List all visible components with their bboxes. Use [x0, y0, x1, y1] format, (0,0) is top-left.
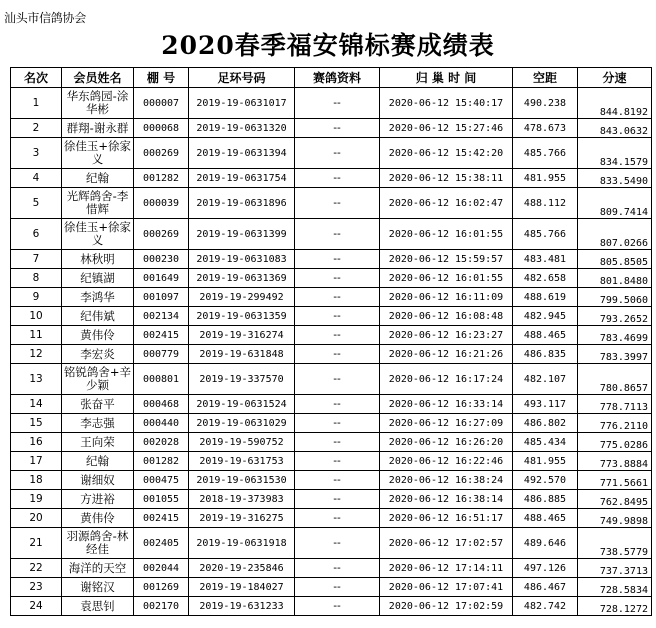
cell-speed: 809.7414 [578, 188, 652, 219]
cell-rank: 14 [11, 395, 62, 414]
cell-pigeon-info: -- [295, 364, 380, 395]
table-row [11, 433, 652, 452]
cell-member-name: 铭锐鸽舍+辛少颖 [62, 364, 134, 395]
cell-member-name: 谢细奴 [62, 471, 134, 490]
cell-speed: 771.5661 [578, 471, 652, 490]
cell-ring-no: 2019-19-0631320 [189, 119, 295, 138]
cell-ring-no: 2019-19-0631530 [189, 471, 295, 490]
cell-member-name: 光辉鸽舍-李惜辉 [62, 188, 134, 219]
table-row [11, 559, 652, 578]
cell-return-time: 2020-06-12 16:11:09 [380, 288, 513, 307]
cell-distance: 490.238 [513, 88, 578, 119]
cell-shed-no: 002134 [134, 307, 189, 326]
cell-member-name: 海洋的天空 [62, 559, 134, 578]
cell-shed-no: 002415 [134, 509, 189, 528]
cell-rank: 22 [11, 559, 62, 578]
cell-shed-no: 000440 [134, 414, 189, 433]
cell-shed-no: 000068 [134, 119, 189, 138]
cell-member-name: 李志强 [62, 414, 134, 433]
cell-pigeon-info: -- [295, 307, 380, 326]
cell-speed: 833.5490 [578, 169, 652, 188]
cell-ring-no: 2019-19-184027 [189, 578, 295, 597]
cell-pigeon-info: -- [295, 433, 380, 452]
cell-return-time: 2020-06-12 17:02:59 [380, 597, 513, 616]
cell-ring-no: 2019-19-0631369 [189, 269, 295, 288]
cell-speed: 799.5060 [578, 288, 652, 307]
cell-ring-no: 2019-19-0631896 [189, 188, 295, 219]
cell-distance: 488.465 [513, 326, 578, 345]
cell-speed: 801.8480 [578, 269, 652, 288]
header-return-time: 归 巢 时 间 [380, 68, 513, 88]
page-title: 2020春季福安锦标赛成绩表 [161, 31, 495, 60]
cell-speed: 834.1579 [578, 138, 652, 169]
cell-return-time: 2020-06-12 16:27:09 [380, 414, 513, 433]
cell-rank: 6 [11, 219, 62, 250]
header-member-name: 会员姓名 [62, 68, 134, 88]
cell-member-name: 纪翰 [62, 452, 134, 471]
table-row [11, 169, 652, 188]
cell-pigeon-info: -- [295, 119, 380, 138]
cell-return-time: 2020-06-12 15:42:20 [380, 138, 513, 169]
cell-pigeon-info: -- [295, 578, 380, 597]
cell-speed: 807.0266 [578, 219, 652, 250]
cell-member-name: 群翔-谢永群 [62, 119, 134, 138]
cell-rank: 16 [11, 433, 62, 452]
cell-ring-no: 2019-19-0631399 [189, 219, 295, 250]
cell-return-time: 2020-06-12 17:14:11 [380, 559, 513, 578]
cell-rank: 10 [11, 307, 62, 326]
cell-rank: 18 [11, 471, 62, 490]
cell-ring-no: 2019-19-316274 [189, 326, 295, 345]
cell-pigeon-info: -- [295, 169, 380, 188]
cell-return-time: 2020-06-12 15:27:46 [380, 119, 513, 138]
cell-distance: 482.107 [513, 364, 578, 395]
cell-pigeon-info: -- [295, 490, 380, 509]
cell-return-time: 2020-06-12 16:01:55 [380, 219, 513, 250]
cell-speed: 749.9898 [578, 509, 652, 528]
cell-return-time: 2020-06-12 17:07:41 [380, 578, 513, 597]
cell-shed-no: 000801 [134, 364, 189, 395]
cell-distance: 488.112 [513, 188, 578, 219]
cell-rank: 19 [11, 490, 62, 509]
table-row [11, 345, 652, 364]
cell-return-time: 2020-06-12 16:26:20 [380, 433, 513, 452]
cell-ring-no: 2019-19-0631359 [189, 307, 295, 326]
cell-return-time: 2020-06-12 16:38:24 [380, 471, 513, 490]
cell-shed-no: 000779 [134, 345, 189, 364]
cell-ring-no: 2019-19-299492 [189, 288, 295, 307]
table-row [11, 188, 652, 219]
cell-ring-no: 2019-19-0631754 [189, 169, 295, 188]
cell-shed-no: 001269 [134, 578, 189, 597]
cell-return-time: 2020-06-12 16:23:27 [380, 326, 513, 345]
cell-return-time: 2020-06-12 16:38:14 [380, 490, 513, 509]
table-row [11, 578, 652, 597]
cell-distance: 489.646 [513, 528, 578, 559]
cell-return-time: 2020-06-12 16:51:17 [380, 509, 513, 528]
cell-distance: 485.766 [513, 219, 578, 250]
cell-member-name: 李鸿华 [62, 288, 134, 307]
cell-member-name: 林秋明 [62, 250, 134, 269]
cell-pigeon-info: -- [295, 138, 380, 169]
cell-ring-no: 2019-19-631753 [189, 452, 295, 471]
cell-shed-no: 000475 [134, 471, 189, 490]
cell-distance: 493.117 [513, 395, 578, 414]
table-row [11, 138, 652, 169]
cell-return-time: 2020-06-12 16:01:55 [380, 269, 513, 288]
cell-shed-no: 001649 [134, 269, 189, 288]
cell-speed: 776.2110 [578, 414, 652, 433]
cell-speed: 843.0632 [578, 119, 652, 138]
cell-speed: 762.8495 [578, 490, 652, 509]
cell-speed: 844.8192 [578, 88, 652, 119]
cell-ring-no: 2019-19-337570 [189, 364, 295, 395]
cell-distance: 485.766 [513, 138, 578, 169]
cell-distance: 481.955 [513, 452, 578, 471]
cell-shed-no: 002028 [134, 433, 189, 452]
cell-member-name: 王向荣 [62, 433, 134, 452]
table-row [11, 250, 652, 269]
results-table [10, 67, 652, 616]
cell-ring-no: 2019-19-0631029 [189, 414, 295, 433]
cell-member-name: 黄伟伶 [62, 509, 134, 528]
cell-distance: 483.481 [513, 250, 578, 269]
cell-speed: 773.8884 [578, 452, 652, 471]
header-rank: 名次 [11, 68, 62, 88]
cell-ring-no: 2020-19-235846 [189, 559, 295, 578]
cell-shed-no: 001282 [134, 169, 189, 188]
cell-member-name: 方进裕 [62, 490, 134, 509]
cell-speed: 805.8505 [578, 250, 652, 269]
cell-distance: 482.658 [513, 269, 578, 288]
cell-rank: 8 [11, 269, 62, 288]
cell-rank: 5 [11, 188, 62, 219]
cell-member-name: 纪翰 [62, 169, 134, 188]
cell-shed-no: 002170 [134, 597, 189, 616]
cell-ring-no: 2019-19-0631394 [189, 138, 295, 169]
cell-pigeon-info: -- [295, 250, 380, 269]
cell-rank: 1 [11, 88, 62, 119]
table-row [11, 414, 652, 433]
cell-pigeon-info: -- [295, 395, 380, 414]
cell-shed-no: 000269 [134, 219, 189, 250]
cell-return-time: 2020-06-12 15:38:11 [380, 169, 513, 188]
cell-shed-no: 000230 [134, 250, 189, 269]
cell-member-name: 袁思钊 [62, 597, 134, 616]
cell-distance: 486.885 [513, 490, 578, 509]
cell-pigeon-info: -- [295, 345, 380, 364]
cell-rank: 15 [11, 414, 62, 433]
cell-ring-no: 2019-19-590752 [189, 433, 295, 452]
cell-speed: 728.1272 [578, 597, 652, 616]
organization-name: 汕头市信鸽协会 [4, 11, 86, 25]
cell-member-name: 纪伟斌 [62, 307, 134, 326]
cell-shed-no: 001097 [134, 288, 189, 307]
cell-pigeon-info: -- [295, 452, 380, 471]
cell-distance: 482.742 [513, 597, 578, 616]
cell-speed: 783.3997 [578, 345, 652, 364]
cell-ring-no: 2019-19-316275 [189, 509, 295, 528]
table-row [11, 490, 652, 509]
cell-member-name: 李宏炎 [62, 345, 134, 364]
cell-distance: 497.126 [513, 559, 578, 578]
table-row [11, 528, 652, 559]
cell-speed: 780.8657 [578, 364, 652, 395]
cell-ring-no: 2019-19-0631017 [189, 88, 295, 119]
cell-speed: 728.5834 [578, 578, 652, 597]
cell-rank: 2 [11, 119, 62, 138]
cell-speed: 738.5779 [578, 528, 652, 559]
cell-return-time: 2020-06-12 16:08:48 [380, 307, 513, 326]
cell-member-name: 徐佳玉+徐家义 [62, 219, 134, 250]
cell-shed-no: 000269 [134, 138, 189, 169]
header-ring-no: 足环号码 [189, 68, 295, 88]
cell-member-name: 羽源鸽舍-林经佳 [62, 528, 134, 559]
cell-ring-no: 2019-19-631848 [189, 345, 295, 364]
cell-shed-no: 002415 [134, 326, 189, 345]
table-row [11, 597, 652, 616]
cell-shed-no: 000468 [134, 395, 189, 414]
cell-distance: 485.434 [513, 433, 578, 452]
cell-distance: 486.835 [513, 345, 578, 364]
cell-rank: 12 [11, 345, 62, 364]
cell-speed: 778.7113 [578, 395, 652, 414]
cell-rank: 9 [11, 288, 62, 307]
table-row [11, 471, 652, 490]
cell-rank: 23 [11, 578, 62, 597]
cell-rank: 7 [11, 250, 62, 269]
cell-member-name: 纪镇湖 [62, 269, 134, 288]
cell-pigeon-info: -- [295, 471, 380, 490]
cell-rank: 4 [11, 169, 62, 188]
cell-shed-no: 001282 [134, 452, 189, 471]
header-row [11, 68, 652, 88]
cell-pigeon-info: -- [295, 597, 380, 616]
cell-distance: 492.570 [513, 471, 578, 490]
cell-ring-no: 2019-19-631233 [189, 597, 295, 616]
table-row [11, 452, 652, 471]
cell-distance: 488.619 [513, 288, 578, 307]
cell-pigeon-info: -- [295, 269, 380, 288]
cell-rank: 3 [11, 138, 62, 169]
cell-pigeon-info: -- [295, 188, 380, 219]
cell-shed-no: 002405 [134, 528, 189, 559]
table-row [11, 269, 652, 288]
table-row [11, 119, 652, 138]
header-speed: 分速 [578, 68, 652, 88]
cell-return-time: 2020-06-12 15:59:57 [380, 250, 513, 269]
cell-pigeon-info: -- [295, 528, 380, 559]
cell-shed-no: 000007 [134, 88, 189, 119]
cell-speed: 783.4699 [578, 326, 652, 345]
cell-member-name: 张奋平 [62, 395, 134, 414]
cell-speed: 793.2652 [578, 307, 652, 326]
cell-return-time: 2020-06-12 15:40:17 [380, 88, 513, 119]
cell-member-name: 徐佳玉+徐家义 [62, 138, 134, 169]
table-row [11, 88, 652, 119]
cell-return-time: 2020-06-12 17:02:57 [380, 528, 513, 559]
header-shed-no: 棚 号 [134, 68, 189, 88]
cell-member-name: 谢铭汉 [62, 578, 134, 597]
cell-rank: 24 [11, 597, 62, 616]
cell-distance: 478.673 [513, 119, 578, 138]
cell-distance: 486.467 [513, 578, 578, 597]
cell-rank: 21 [11, 528, 62, 559]
cell-return-time: 2020-06-12 16:02:47 [380, 188, 513, 219]
cell-return-time: 2020-06-12 16:33:14 [380, 395, 513, 414]
table-row [11, 326, 652, 345]
cell-return-time: 2020-06-12 16:21:26 [380, 345, 513, 364]
cell-speed: 737.3713 [578, 559, 652, 578]
table-row [11, 288, 652, 307]
cell-pigeon-info: -- [295, 219, 380, 250]
cell-pigeon-info: -- [295, 288, 380, 307]
cell-ring-no: 2019-19-0631524 [189, 395, 295, 414]
cell-rank: 13 [11, 364, 62, 395]
table-row [11, 307, 652, 326]
cell-return-time: 2020-06-12 16:17:24 [380, 364, 513, 395]
cell-distance: 488.465 [513, 509, 578, 528]
cell-rank: 17 [11, 452, 62, 471]
cell-distance: 481.955 [513, 169, 578, 188]
cell-pigeon-info: -- [295, 509, 380, 528]
cell-pigeon-info: -- [295, 559, 380, 578]
cell-pigeon-info: -- [295, 326, 380, 345]
table-row [11, 219, 652, 250]
cell-shed-no: 002044 [134, 559, 189, 578]
table-row [11, 395, 652, 414]
cell-rank: 20 [11, 509, 62, 528]
cell-ring-no: 2019-19-0631083 [189, 250, 295, 269]
header-distance: 空距 [513, 68, 578, 88]
cell-member-name: 华东鸽园-涂华彬 [62, 88, 134, 119]
cell-distance: 482.945 [513, 307, 578, 326]
table-row [11, 364, 652, 395]
cell-return-time: 2020-06-12 16:22:46 [380, 452, 513, 471]
cell-member-name: 黄伟伶 [62, 326, 134, 345]
table-row [11, 509, 652, 528]
cell-shed-no: 000039 [134, 188, 189, 219]
cell-ring-no: 2018-19-373983 [189, 490, 295, 509]
cell-shed-no: 001055 [134, 490, 189, 509]
header-pigeon-info: 赛鸽资料 [295, 68, 380, 88]
cell-ring-no: 2019-19-0631918 [189, 528, 295, 559]
cell-pigeon-info: -- [295, 414, 380, 433]
cell-pigeon-info: -- [295, 88, 380, 119]
cell-rank: 11 [11, 326, 62, 345]
cell-distance: 486.802 [513, 414, 578, 433]
cell-speed: 775.0286 [578, 433, 652, 452]
